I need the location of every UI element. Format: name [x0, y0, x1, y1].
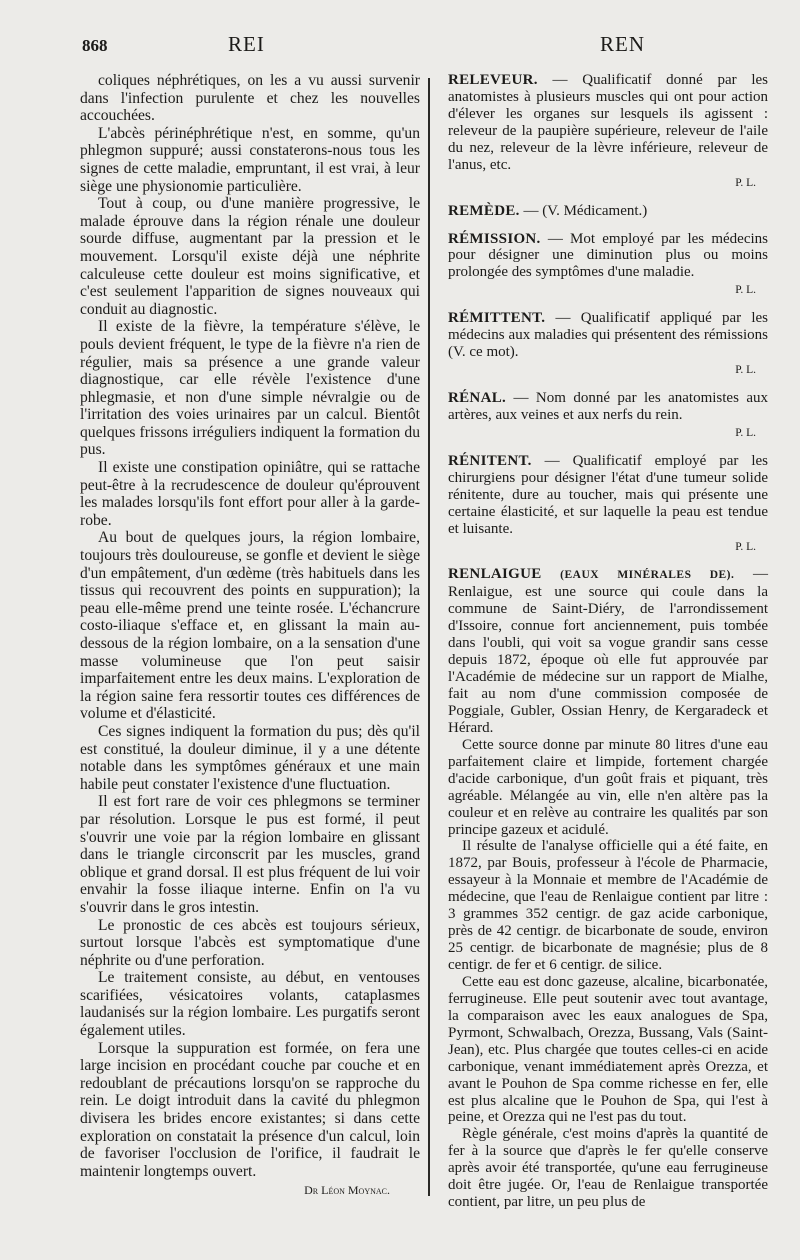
right-column	[448, 72, 768, 1222]
entry-paragraph	[448, 838, 768, 974]
entry-paragraph	[448, 453, 768, 538]
entry-text: Il résulte de l'analyse officielle qui a été faite, en 1872, par Bouis, professeur à l'école de Pharmacie, essayeur à la Monnaie et membre de l'Académie de médecine, que l'eau de Renlaigue contient par litre : 3 grammes 352 centigr. de gaz acide carbonique, près de 42 centigr. de bicarbonate de soude, environ 25 centigr. de bicarbonate de magnésie; plus de 8 centigr. de fer et 6 centigr. de silice.	[448, 838, 768, 973]
paragraph: Il est fort rare de voir ces phlegmons se terminer par résolution. Lorsque le pus est formé, il peut s'ouvrir une voie par la région lombaire en glissant dans le triangle circonscrit par les muscles, grand oblique et grand dorsal. Il est plus fréquent de lui voir envahir la fosse iliaque interne. Enfin on l'a vu s'ouvrir dans le gros intestin.	[80, 793, 420, 916]
paragraph: Tout à coup, ou d'une manière progressive, le malade éprouve dans la région rénale une douleur sourde diffuse, augmentant par la pression et le mouvement. Lorsqu'il existe déjà une néphrite calculeuse cette douleur est moins significative, et c'est seulement l'apparition de signes nouveaux qui conduit au diagnostic.	[80, 195, 420, 318]
entry-paragraph	[448, 310, 768, 361]
entry-paragraph	[448, 203, 768, 220]
entry-text: — Qualificatif donné par les anatomistes à plusieurs muscles qui ont pour action d'élever les organes sur lesquels ils agissent : releveur de la paupière supérieure, releveur de l'aile du nez, releveur de la lèvre inférieure, releveur de l'anus, etc.	[448, 72, 769, 173]
dictionary-entry	[448, 453, 768, 556]
entry-signature: P. L.	[735, 426, 756, 439]
dictionary-entry	[448, 310, 768, 379]
entry-headword: RELEVEUR.	[448, 72, 538, 88]
entry-signature: P. L.	[735, 284, 756, 297]
entry-text: Règle générale, c'est moins d'après la quantité de fer à la source que d'après le fer qu'elle conserve après avoir été transportée, qu'une eau ferrugineuse doit être jugée. Or, l'eau de Renlaigue transportée contient, par litre, un peu plus de	[448, 1126, 768, 1211]
dictionary-entry	[448, 231, 768, 300]
page-number: 868	[82, 36, 108, 55]
paragraph: Le traitement consiste, au début, en ventouses scarifiées, vésicatoires volants, cataplasmes laudanisés sur la région lombaire. Les purgatifs seront également utiles.	[80, 969, 420, 1040]
paragraph: Lorsque la suppuration est formée, on fera une large incision en procédant couche par couche et en redoublant de précautions lorsqu'on se rapproche du rein. Le doigt introduit dans la cavité du phlegmon divisera les brides encore existantes; si dans cette exploration on constatait la présence d'un calcul, loin de favoriser l'occlusion de l'orifice, il faudrait le maintenir longtemps ouvert.	[80, 1039, 420, 1180]
running-head-left: REI	[228, 32, 265, 56]
dictionary-entry	[448, 390, 768, 442]
entry-headword: RÉNITENT.	[448, 452, 532, 469]
left-column	[80, 72, 420, 1200]
entry-text: Cette source donne par minute 80 litres d'une eau parfaitement claire et limpide, fortement chargée d'acide carbonique, d'un goût frais et piquant, très agréable. Mélangée au vin, elle n'en altère pas la couleur et en relève au contraire les qualités par son principe gazeux et acidulé.	[448, 736, 768, 838]
entry-headword: RÉMISSION.	[448, 230, 541, 247]
dictionary-entry	[448, 566, 768, 1211]
entry-text: — Renlaigue, est une source qui coule dans la commune de Saint-Diéry, de l'arrondissement d'Issoire, connue fort anciennement, puis tombée dans l'oubli, qui voit sa vogue grandir sans cesse depuis 1872, époque où elle fut approuvée par l'Académie de médecine sur un rapport de Mialhe, fait au nom d'une commission composée de Poggiale, Gubler, Ossian Henry, de Kergaradeck et Hérard.	[448, 566, 768, 736]
paragraph: Ces signes indiquent la formation du pus; dès qu'il est constitué, la douleur diminue, il y a une détente notable dans les symptômes généraux et une main habile peut constater l'existence d'une fluctuation.	[80, 722, 420, 793]
entry-subtitle: (EAUX MINÉRALES DE).	[560, 569, 735, 582]
entry-signature: P. L.	[735, 540, 756, 553]
entry-paragraph	[448, 566, 768, 736]
entry-paragraph	[448, 390, 768, 424]
entry-headword: REMÈDE.	[448, 202, 520, 219]
entry-paragraph	[448, 72, 768, 174]
entry-paragraph	[448, 974, 768, 1126]
entry-text: — Mot employé par les médecins pour désigner une diminution plus ou moins prolongée des symptômes d'une maladie.	[448, 230, 768, 281]
paragraph: Il existe de la fièvre, la température s'élève, le pouls devient fréquent, le type de la fièvre n'a rien de régulier, mais sa présence a une grande valeur diagnostique, car elle révèle l'existence d'une phlegmasie, et non d'une simple névralgie ou de l'irritation des voies urinaires par un calcul. Bientôt quelques frissons irréguliers indiquent la formation du pus.	[80, 318, 420, 459]
entry-headword: RÉNAL.	[448, 390, 507, 406]
paragraph: L'abcès périnéphrétique n'est, en somme, qu'un phlegmon suppuré; aussi constaterons-nous tous les signes de cette maladie, empruntant, il est vrai, à leur siège une physionomie particulière.	[80, 124, 420, 195]
entry-paragraph	[448, 231, 768, 282]
entry-paragraph	[448, 1126, 768, 1211]
dictionary-entry	[448, 203, 768, 220]
entry-text: Cette eau est donc gazeuse, alcaline, bicarbonatée, ferrugineuse. Elle peut soutenir avec tout avantage, la comparaison avec les eaux analogues de Spa, Pyrmont, Schwalbach, Orezza, Bussang, Vals (Saint-Jean), etc. Plus chargée que toutes celles-ci en acide carbonique, venant immédiatement après Orezza, et avant le Pouhon de Spa comme richesse en fer, elle est plus alcaline que le Pouhon de Spa, qui l'est à peine, et Orezza qui ne l'est pas du tout.	[448, 973, 768, 1126]
entry-signature: P. L.	[735, 176, 756, 189]
running-head-right: REN	[600, 32, 645, 56]
entry-text: — Qualificatif employé par les chirurgiens pour désigner l'état d'une tumeur solide rénitente, dure au toucher, mais qui présente une certaine élasticité, et sur laquelle la peau est tendue et luisante.	[448, 452, 768, 537]
entry-text: — Qualificatif appliqué par les médecins aux maladies qui présentent des rémissions (V. ce mot).	[448, 310, 768, 361]
dictionary-entry	[448, 72, 768, 192]
author-signature: Dr Léon Moynac.	[304, 1183, 390, 1198]
entry-headword: RENLAIGUE	[448, 566, 542, 583]
paragraph: Il existe une constipation opiniâtre, qui se rattache peut-être à la recrudescence de douleur qu'éprouvent les malades lorsqu'ils font effort pour aller à la garde-robe.	[80, 459, 420, 529]
paragraph: coliques néphrétiques, on les a vu aussi survenir dans l'infection purulente et chez les nouvelles accouchées.	[80, 72, 420, 125]
entry-headword: RÉMITTENT.	[448, 310, 546, 327]
paragraph: Le pronostic de ces abcès est toujours sérieux, surtout lorsque l'abcès est symptomatique d'une néphrite ou d'une perforation.	[80, 916, 420, 969]
entry-text: — (V. Médicament.)	[523, 202, 648, 219]
entry-text: — Nom donné par les anatomistes aux artères, aux veines et aux nerfs du rein.	[448, 390, 769, 423]
paragraph: Au bout de quelques jours, la région lombaire, toujours très douloureuse, se gonfle et devient le siège d'un empâtement, d'un œdème (très habituels dans les tissus qui recouvrent des points en suppuration); la peau elle-même prend une teinte rosée. L'échancrure costo-iliaque s'efface et, en glissant la main au-dessous de la région lombaire, on a la sensation d'une masse volumineuse que l'on peut saisir imparfaitement entre les deux mains. L'exploration de la région saine fera ressortir toutes ces différences de volume et d'élasticité.	[80, 529, 420, 723]
column-divider	[428, 78, 430, 1196]
entry-signature: P. L.	[735, 364, 756, 377]
entry-paragraph	[448, 737, 768, 839]
page-header	[0, 30, 800, 66]
